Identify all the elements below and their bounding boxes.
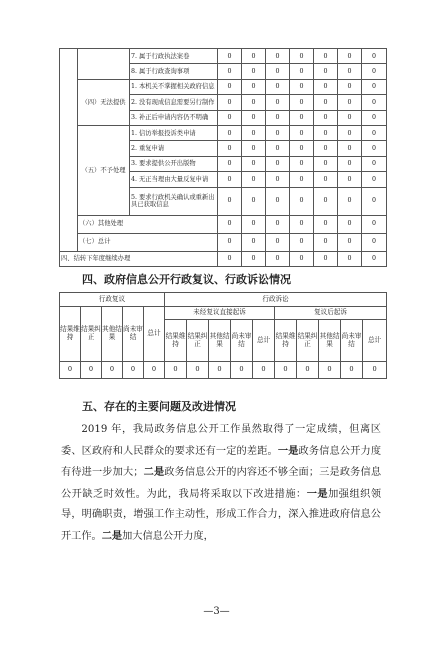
cell: 0 <box>341 362 363 379</box>
col-header: 总计 <box>363 320 387 362</box>
cell: 0 <box>338 215 362 233</box>
cell: 0 <box>314 95 338 110</box>
bold-marker: 二是 <box>101 529 123 542</box>
col-header: 结果维持 <box>275 320 297 362</box>
cell: 0 <box>314 233 338 251</box>
cell: 0 <box>266 233 290 251</box>
col-header: 结果维持 <box>60 307 81 362</box>
cell: 0 <box>338 49 362 64</box>
cell: 0 <box>242 95 266 110</box>
cell: 0 <box>290 251 314 266</box>
cell: 0 <box>319 362 341 379</box>
cell: 0 <box>362 251 387 266</box>
cell: 0 <box>275 362 297 379</box>
cell: 0 <box>218 125 242 140</box>
group-label: （四）无法提供 <box>78 79 130 125</box>
cell: 0 <box>102 362 123 379</box>
row-label: 3. 补正后申请内容仍不明确 <box>130 110 218 125</box>
cell: 0 <box>60 362 81 379</box>
cell: 0 <box>266 156 290 171</box>
cell: 0 <box>266 95 290 110</box>
cell: 0 <box>165 362 187 379</box>
cell: 0 <box>218 233 242 251</box>
col-header: 尚未审结 <box>341 320 363 362</box>
col-header: 总计 <box>253 320 275 362</box>
bold-marker: 二是 <box>143 466 165 478</box>
cell: 0 <box>338 156 362 171</box>
cell: 0 <box>314 110 338 125</box>
section4-heading: 四、政府信息公开行政复议、行政诉讼情况 <box>82 273 291 286</box>
cell: 0 <box>242 251 266 266</box>
row-label: 1. 本机关不掌握相关政府信息 <box>130 79 218 94</box>
cell: 0 <box>362 187 387 215</box>
cell: 0 <box>253 362 275 379</box>
cell: 0 <box>314 251 338 266</box>
cell: 0 <box>218 95 242 110</box>
cell: 0 <box>314 187 338 215</box>
review-litigation-table <box>59 292 387 379</box>
cell: 0 <box>290 187 314 215</box>
text-span: 加大信息公开力度， <box>122 530 214 542</box>
text-span: 2019 年，我局政务信息公开工作虽然取得了一定成绩，但离区委、区政府和人民群众的要求还有一定的差距。 <box>61 424 381 457</box>
cell: 0 <box>266 110 290 125</box>
cell: 0 <box>338 95 362 110</box>
cell: 0 <box>266 125 290 140</box>
cell: 0 <box>187 362 209 379</box>
cell: 0 <box>242 49 266 64</box>
cell: 0 <box>218 187 242 215</box>
cell: 0 <box>290 233 314 251</box>
section5-paragraph <box>61 420 381 547</box>
cell: 0 <box>362 141 387 156</box>
bold-marker: 一是 <box>306 487 329 500</box>
cell: 0 <box>242 79 266 94</box>
cell: 0 <box>218 110 242 125</box>
cell: 0 <box>218 215 242 233</box>
col-header: 尚未审结 <box>231 320 253 362</box>
cell: 0 <box>290 172 314 187</box>
cell: 0 <box>338 141 362 156</box>
cell: 0 <box>242 187 266 215</box>
cell: 0 <box>218 141 242 156</box>
cell: 0 <box>362 64 387 79</box>
cell: 0 <box>290 110 314 125</box>
cell: 0 <box>290 125 314 140</box>
cell: 0 <box>338 187 362 215</box>
cell: 0 <box>242 233 266 251</box>
cell: 0 <box>242 156 266 171</box>
col-header: 结果维持 <box>165 320 187 362</box>
cell: 0 <box>338 125 362 140</box>
cell: 0 <box>338 110 362 125</box>
group-label: （五）不予处理 <box>78 125 130 215</box>
cell: 0 <box>363 362 387 379</box>
cell: 0 <box>218 49 242 64</box>
section5-heading: 五、存在的主要问题及改进情况 <box>82 400 236 413</box>
cell: 0 <box>218 64 242 79</box>
cell: 0 <box>338 172 362 187</box>
cell: 0 <box>290 141 314 156</box>
row-label: 四、结转下年度继续办理 <box>60 251 218 266</box>
cell: 0 <box>314 49 338 64</box>
cell: 0 <box>314 215 338 233</box>
cell: 0 <box>362 95 387 110</box>
cell: 0 <box>81 362 102 379</box>
cell: 0 <box>362 110 387 125</box>
cell: 0 <box>242 172 266 187</box>
cell: 0 <box>290 156 314 171</box>
cell: 0 <box>266 187 290 215</box>
lawsuit-header: 行政诉讼 <box>165 293 387 307</box>
col-header: 尚未审结 <box>123 307 144 362</box>
cell: 0 <box>218 172 242 187</box>
cell: 0 <box>362 125 387 140</box>
cell: 0 <box>314 125 338 140</box>
cell: 0 <box>266 49 290 64</box>
cell: 0 <box>266 64 290 79</box>
row-label: 3. 要求提供公开出版物 <box>130 156 218 171</box>
row-label: 1. 信访举报投诉类申请 <box>130 125 218 140</box>
after-review-header: 复议后起诉 <box>275 307 387 320</box>
cell: 0 <box>338 251 362 266</box>
cell: 0 <box>314 79 338 94</box>
cell: 0 <box>242 64 266 79</box>
cell: 0 <box>362 49 387 64</box>
cell: 0 <box>362 156 387 171</box>
cell: 0 <box>242 125 266 140</box>
review-header: 行政复议 <box>60 293 165 307</box>
cell: 0 <box>362 233 387 251</box>
cell: 0 <box>290 215 314 233</box>
cell: 0 <box>338 233 362 251</box>
bold-marker: 一是 <box>277 444 299 457</box>
row-label: 4. 无正当理由大量反复申请 <box>130 172 218 187</box>
cell: 0 <box>362 215 387 233</box>
cell: 0 <box>266 79 290 94</box>
cell: 0 <box>290 95 314 110</box>
row-label: 2. 没有现成信息需要另行制作 <box>130 95 218 110</box>
col-header: 其他结果 <box>102 307 123 362</box>
cell: 0 <box>314 156 338 171</box>
cell: 0 <box>314 141 338 156</box>
cell: 0 <box>266 141 290 156</box>
cell: 0 <box>314 172 338 187</box>
cell: 0 <box>338 64 362 79</box>
cell: 0 <box>362 172 387 187</box>
col-header: 其他结果 <box>319 320 341 362</box>
cell: 0 <box>266 215 290 233</box>
cell: 0 <box>242 141 266 156</box>
cell: 0 <box>314 64 338 79</box>
category-cell-blank <box>60 49 78 252</box>
cell: 0 <box>123 362 144 379</box>
col-header: 结果纠正 <box>81 307 102 362</box>
subcategory-cell-blank <box>78 49 130 80</box>
cell: 0 <box>290 79 314 94</box>
direct-lawsuit-header: 未经复议直接起诉 <box>165 307 275 320</box>
text-span: 加强组织领导，明确职责，增强工作主动性，形成工作合力，深入推进政府信息公开工作。 <box>61 488 382 542</box>
cell: 0 <box>144 362 165 379</box>
cell: 0 <box>290 64 314 79</box>
cell: 0 <box>209 362 231 379</box>
row-label: 7. 属于行政执法案卷 <box>130 49 218 64</box>
cell: 0 <box>218 79 242 94</box>
cell: 0 <box>231 362 253 379</box>
page-number: —3— <box>203 606 230 617</box>
cell: 0 <box>266 251 290 266</box>
text-span: 政务信息公开力度有待进一步加大； <box>61 445 382 478</box>
cell: 0 <box>218 156 242 171</box>
row-label: 2. 重复申请 <box>130 141 218 156</box>
cell: 0 <box>242 110 266 125</box>
cell: 0 <box>242 215 266 233</box>
cell: 0 <box>290 49 314 64</box>
col-header: 总计 <box>144 307 165 362</box>
row-label: （六）其他处理 <box>78 215 218 233</box>
cell: 0 <box>362 79 387 94</box>
col-header: 其他结果 <box>209 320 231 362</box>
cell: 0 <box>266 172 290 187</box>
cell: 0 <box>218 251 242 266</box>
col-header: 结果纠正 <box>187 320 209 362</box>
row-label: 5. 要求行政机关确认或重新出具已获取信息 <box>130 187 218 215</box>
cell: 0 <box>338 79 362 94</box>
row-label: （七）总计 <box>78 233 218 251</box>
cell: 0 <box>297 362 319 379</box>
application-handling-table <box>59 48 387 267</box>
row-label: 8. 属于行政查询事项 <box>130 64 218 79</box>
col-header: 结果纠正 <box>297 320 319 362</box>
text-span: 政务信息公开的内容还不够全面；三是政务信息公开缺乏时效性。为此，我局将采取以下改进措施： <box>61 467 382 500</box>
